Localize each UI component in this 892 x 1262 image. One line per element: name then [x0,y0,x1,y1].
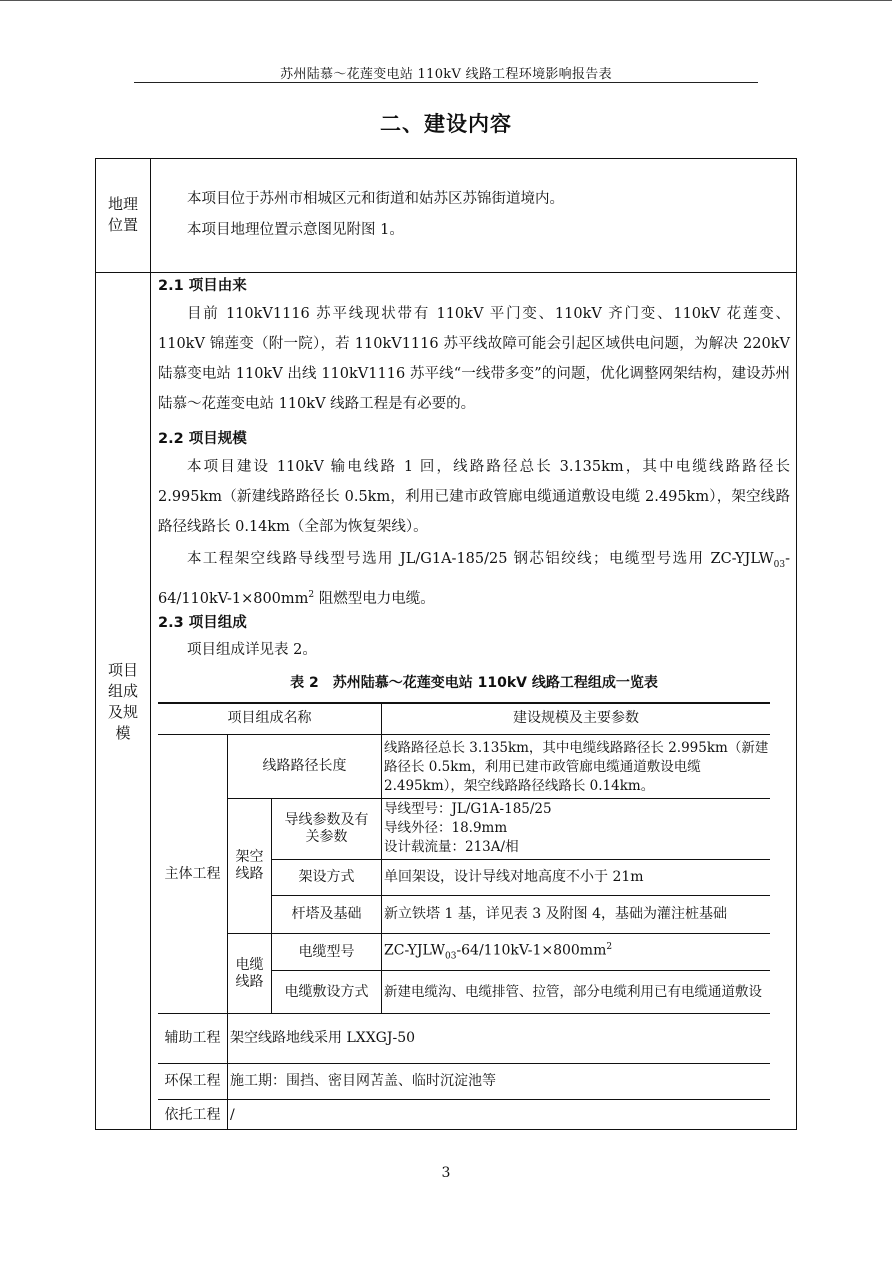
section-paragraph: 项目组成详见表 2。 [187,642,317,658]
location-label [97,194,149,236]
row-divider [95,272,797,273]
table-row-value [384,800,770,857]
table-col-divider [381,703,382,1013]
running-header: 苏州陆慕～花莲变电站 110kV 线路工程环境影响报告表 [280,67,612,82]
composition-label [97,660,149,744]
section-heading: 2.1 项目由来 [158,278,247,294]
table-row-name: 辅助工程 [164,1030,221,1046]
overhead-line-label: 架空线路 [235,849,264,882]
table-row-value: 线路路径总长 3.135km，其中电缆线路路径长 2.995km（新建路径长 0.5km，利用已建市政管廊电缆通道敷设电缆 2.495km），架空线路路径线路长 0.14km。 [384,739,769,794]
header-rule [134,82,758,83]
section-heading: 2.2 项目规模 [158,431,247,447]
table-row-name: 架设方式 [298,869,355,885]
table-row-value: / [230,1106,235,1123]
table-row-name: 依托工程 [164,1106,221,1123]
table-header-cell: 项目组成名称 [227,710,312,726]
section-paragraph: 本工程架空线路导线型号选用 JL/G1A-185/25 钢芯铝绞线；电缆型号选用 $ZC-YJLW_{03}-64/110kV-1\times 800mm^2$ 阻燃型电力电缆。 [158,551,790,607]
section-paragraph: 本项目建设 110kV 输电线路 1 回，线路路径总长 3.135km，其中电缆线路路径长 2.995km（新建线路路径长 0.5km，利用已建市政管廊电缆通道敷设电缆 2.495km），架空线路路径线路长 0.14km（全部为恢复架线）。 [158,459,790,535]
value-line: 设计载流量：213A/相 [384,839,519,855]
value-line: 导线型号：JL/G1A-185/25 [384,801,552,817]
location-line-1: 本项目位于苏州市相城区元和街道和姑苏区苏锦街道境内。 [187,191,564,207]
table-header-cell: 建设规模及主要参数 [513,710,639,726]
table-row-value: 新立铁塔 1 基，详见表 3 及附图 4，基础为灌注桩基础 [384,906,727,922]
location-line-2: 本项目地理位置示意图见附图 1。 [187,222,404,238]
top-edge-line [0,0,892,1]
section-paragraph: 目前 110kV1116 苏平线现状带有 110kV 平门变、110kV 齐门变、110kV 花莲变、110kV 锦莲变（附一院），若 110kV1116 苏平线故障可能会引起区域供电问题，为解决 220kV 陆慕变电站 110kV 出线 110kV1116 苏平线“一线带多变”的问题，优化调整网架结构，建设苏州陆慕～花莲变电站 110kV 线路工程是有必要的。 [158,306,790,412]
section-heading: 2.3 项目组成 [158,615,247,631]
table-row-name: 环保工程 [164,1073,221,1089]
label-column-divider [150,158,151,1130]
location-label-text: 地理位置 [107,195,138,234]
table-row-value: $ZC-YJLW_{03}-64/110kV-1\times 800mm^2$ [384,941,613,962]
page-title: 二、建设内容 [380,112,512,136]
table-row-value: 新建电缆沟、电缆排管、拉管，部分电缆利用已有电缆通道敷设 [384,983,762,1000]
table-row-name: 电缆敷设方式 [284,983,369,1000]
table-row-name: 杆塔及基础 [291,906,362,922]
table-row-value: 施工期：围挡、密目网苫盖、临时沉淀池等 [230,1073,496,1089]
table-row-name: 线路路径长度 [262,758,347,774]
table-row-value: 架空线路地线采用 LXXGJ-50 [230,1030,416,1046]
composition-label-text: 项目组成及规模 [107,661,138,742]
table-title: 表 2 苏州陆慕～花莲变电站 110kV 线路工程组成一览表 [290,675,658,691]
page-number: 3 [441,1165,451,1181]
table-row-name: 导线参数及有关参数 [284,812,369,845]
main-works-label: 主体工程 [164,865,221,882]
value-line: 导线外径：18.9mm [384,820,508,836]
table-row-name: 电缆型号 [298,943,355,960]
cable-line-label: 电缆线路 [235,956,264,990]
table-row-value: 单回架设，设计导线对地高度不小于 21m [384,869,644,885]
